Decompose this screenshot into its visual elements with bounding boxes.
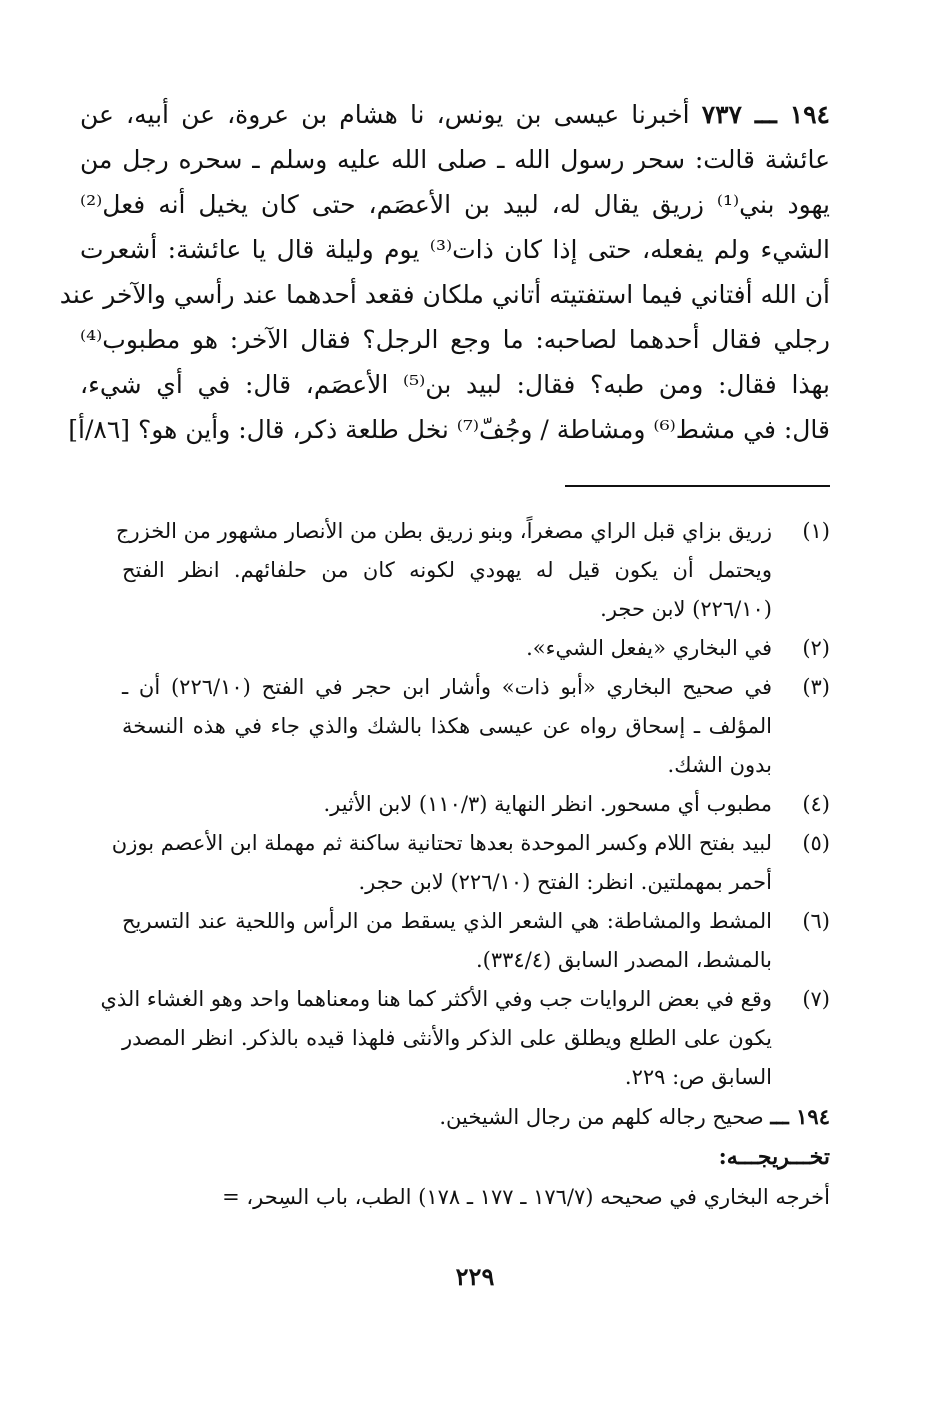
footnote-line: المشط والمشاطة: هي الشعر الذي يسقط من الرأس واللحية عند التسريح (122, 909, 772, 933)
footnote-number: (٢) (802, 636, 830, 660)
text-line: عائشة قالت: سحر رسول الله ـ صلى الله عليه وسلم ـ سحره رجل من (80, 145, 830, 174)
text-line: ١٩٤ ـــ ٧٣٧ أخبرنا عيسى بن يونس، نا هشام بن عروة، عن أبيه، عن (80, 100, 830, 129)
footnote (122, 629, 830, 668)
footnote (122, 668, 830, 785)
footnote-separator (565, 485, 830, 487)
footnote (100, 980, 830, 1097)
footnote-number: (٦) (802, 909, 830, 933)
footnote (122, 902, 830, 980)
grading-note: ١٩٤ ـــ صحيح رجاله كلهم من رجال الشيخين. (439, 1104, 830, 1129)
footnote-line: السابق ص: ٢٢٩. (624, 1065, 772, 1089)
text-line: بهذا فقال: ومن طبه؟ فقال: لبيد بن⁽⁵⁾ الأعصَم، قال: في أي شيء، (80, 370, 830, 399)
footnote-line: مطبوب أي مسحور. انظر النهاية (١١٠/٣) لابن الأثير. (323, 792, 772, 816)
footnote-number: (٤) (802, 792, 830, 816)
text-line: رجلي فقال أحدهما لصاحبه: ما وجع الرجل؟ فقال الآخر: هو مطبوب⁽⁴⁾ (80, 325, 830, 354)
footnote (111, 824, 830, 902)
takhrij-heading: تخـــريجـــه: (718, 1144, 830, 1170)
footnote-number: (٧) (802, 987, 830, 1011)
footnote-line: وقع في بعض الروايات جب وفي الأكثر كما هنا ومعناهما واحد وهو الغشاء الذي (100, 987, 772, 1011)
footnote-number: (٥) (802, 831, 830, 855)
footnote-line: في صحيح البخاري «أبو ذات» وأشار ابن حجر في الفتح (٢٢٦/١٠) أن ـ (122, 675, 772, 699)
footnote-line: في البخاري «يفعل الشيء». (526, 636, 772, 660)
footnote-line: لبيد بفتح اللام وكسر الموحدة بعدها تحتانية ساكنة ثم مهملة ابن الأعصم بوزن (111, 831, 772, 855)
grading-number: ١٩٤ ـــ (770, 1104, 830, 1129)
footnote-line: ويحتمل أن يكون قيل له يهودي لكونه كان من حلفائهم. انظر الفتح (122, 558, 772, 582)
footnote-line: زريق بزاي قبل الراي مصغراً، وبنو زريق بطن من الأنصار مشهور من الخزرج (115, 519, 772, 543)
footnote-line: (٢٢٦/١٠) لابن حجر. (600, 597, 772, 621)
text-line: أن الله أفتاني فيما استفتيته أتاني ملكان فقعد أحدهما عند رأسي والآخر عند (59, 280, 830, 309)
footnote-line: يكون على الطلع ويطلق على الذكر والأنثى فلهذا قيده بالذكر. انظر المصدر (122, 1026, 772, 1050)
footnote (122, 785, 830, 824)
footnote-line: المؤلف ـ إسحاق رواه عن عيسى هكذا بالشك والذي جاء في هذه النسخة (122, 714, 772, 738)
takhrij-text: أخرجه البخاري في صحيحه (١٧٦/٧ ـ ١٧٧ ـ ١٧٨) الطب، باب السِحر، = (222, 1185, 830, 1209)
footnote-number: (١) (802, 519, 830, 543)
text-line: الشيء ولم يفعله، حتى إذا كان ذات⁽³⁾ يوم وليلة قال يا عائشة: أشعرت (80, 235, 831, 264)
text-line: يهود بني⁽¹⁾ زريق يقال له، لبيد بن الأعصَم، حتى كان يخيل أنه فعل⁽²⁾ (80, 190, 830, 219)
hadith-text (59, 92, 831, 452)
text-line: قال: في مشط⁽⁶⁾ ومشاطة / وجُفّ⁽⁷⁾ نخل طلعة ذكر، قال: وأين هو؟ [٨٦/أ] (68, 415, 830, 444)
footnote-number: (٣) (802, 675, 830, 699)
footnote-line: بالمشط، المصدر السابق (٣٣٤/٤). (476, 948, 772, 972)
footnote (115, 512, 830, 629)
footnote-line: أحمر بمهملتين. انظر: الفتح (٢٢٦/١٠) لابن حجر. (358, 870, 772, 894)
footnote-line: بدون الشك. (667, 753, 772, 777)
hadith-number: ١٩٤ ـــ ٧٣٧ (701, 100, 830, 129)
page-number: ٢٢٩ (455, 1262, 495, 1291)
footnotes (100, 512, 830, 1217)
